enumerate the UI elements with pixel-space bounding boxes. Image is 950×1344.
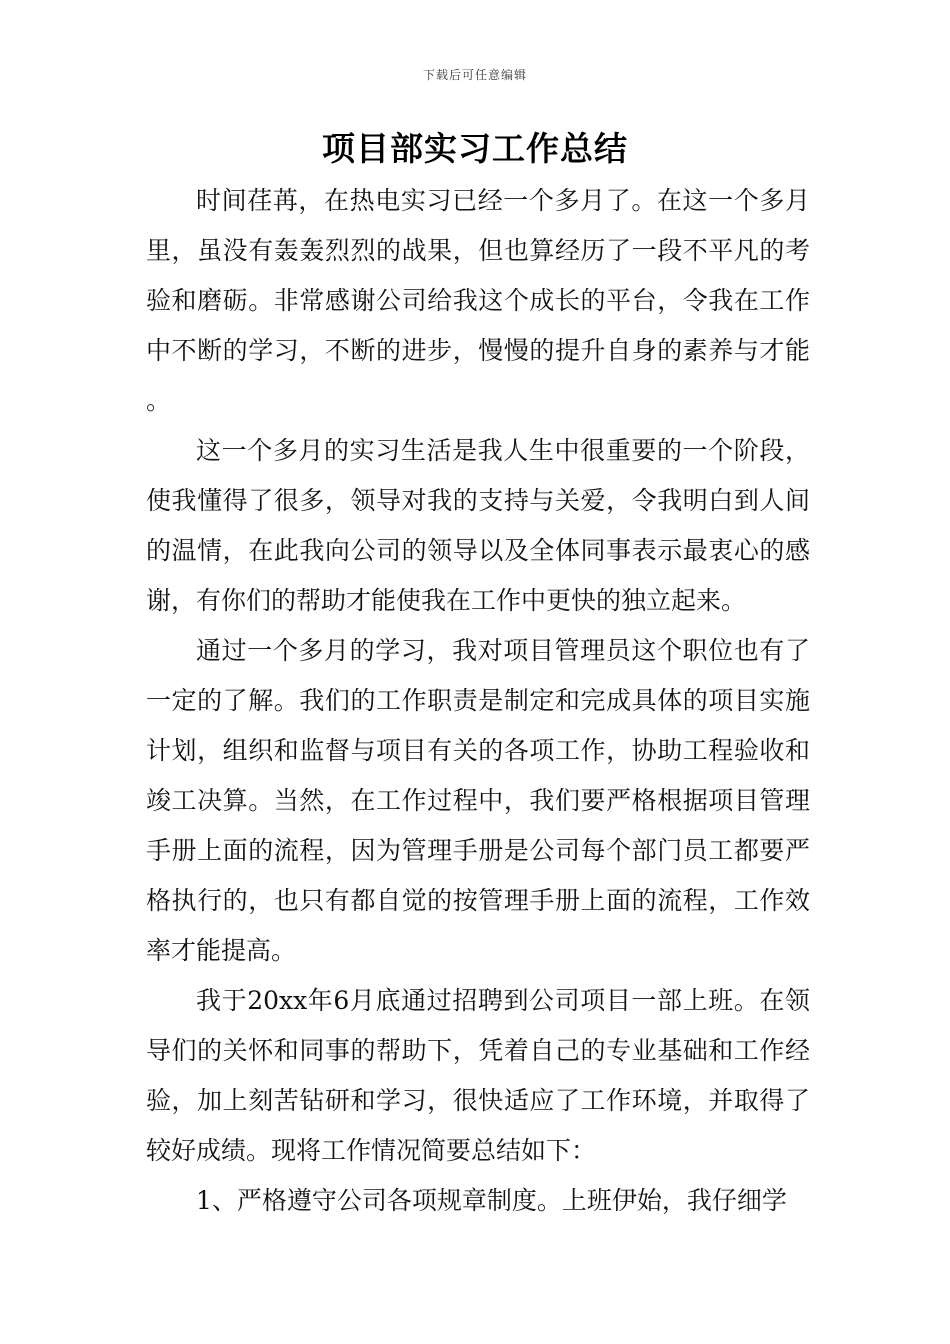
paragraph: 这一个多月的实习生活是我人生中很重要的一个阶段，使我懂得了很多，领导对我的支持与关爱，令我明白到人间的温情，在此我向公司的领导以及全体同事表示最衷心的感谢，有你们的帮助才能使我在工作中更快的独立起来。 <box>146 436 810 615</box>
document-title: 项目部实习工作总结 <box>322 129 628 168</box>
header-note: 下载后可任意编辑 <box>422 68 527 82</box>
document-body <box>146 176 810 1226</box>
paragraph: 我于20xx年6月底通过招聘到公司项目一部上班。在领导们的关怀和同事的帮助下，凭着自己的专业基础和工作经验，加上刻苦钻研和学习，很快适应了工作环境，并取得了较好成绩。现将工作情况简要总结如下： <box>146 986 810 1165</box>
paragraph: 时间荏苒，在热电实习已经一个多月了。在这一个多月里，虽没有轰轰烈烈的战果，但也算经历了一段不平凡的考验和磨砺。非常感谢公司给我这个成长的平台，令我在工作中不断的学习，不断的进步，慢慢的提升自身的素养与才能。 <box>146 186 810 415</box>
paragraph: 通过一个多月的学习，我对项目管理员这个职位也有了一定的了解。我们的工作职责是制定和完成具体的项目实施计划，组织和监督与项目有关的各项工作，协助工程验收和竣工决算。当然，在工作过程中，我们要严格根据项目管理手册上面的流程，因为管理手册是公司每个部门员工都要严格执行的，也只有都自觉的按管理手册上面的流程，工作效率才能提高。 <box>146 636 810 965</box>
paragraph: 1、严格遵守公司各项规章制度。上班伊始，我仔细学 <box>196 1186 787 1215</box>
